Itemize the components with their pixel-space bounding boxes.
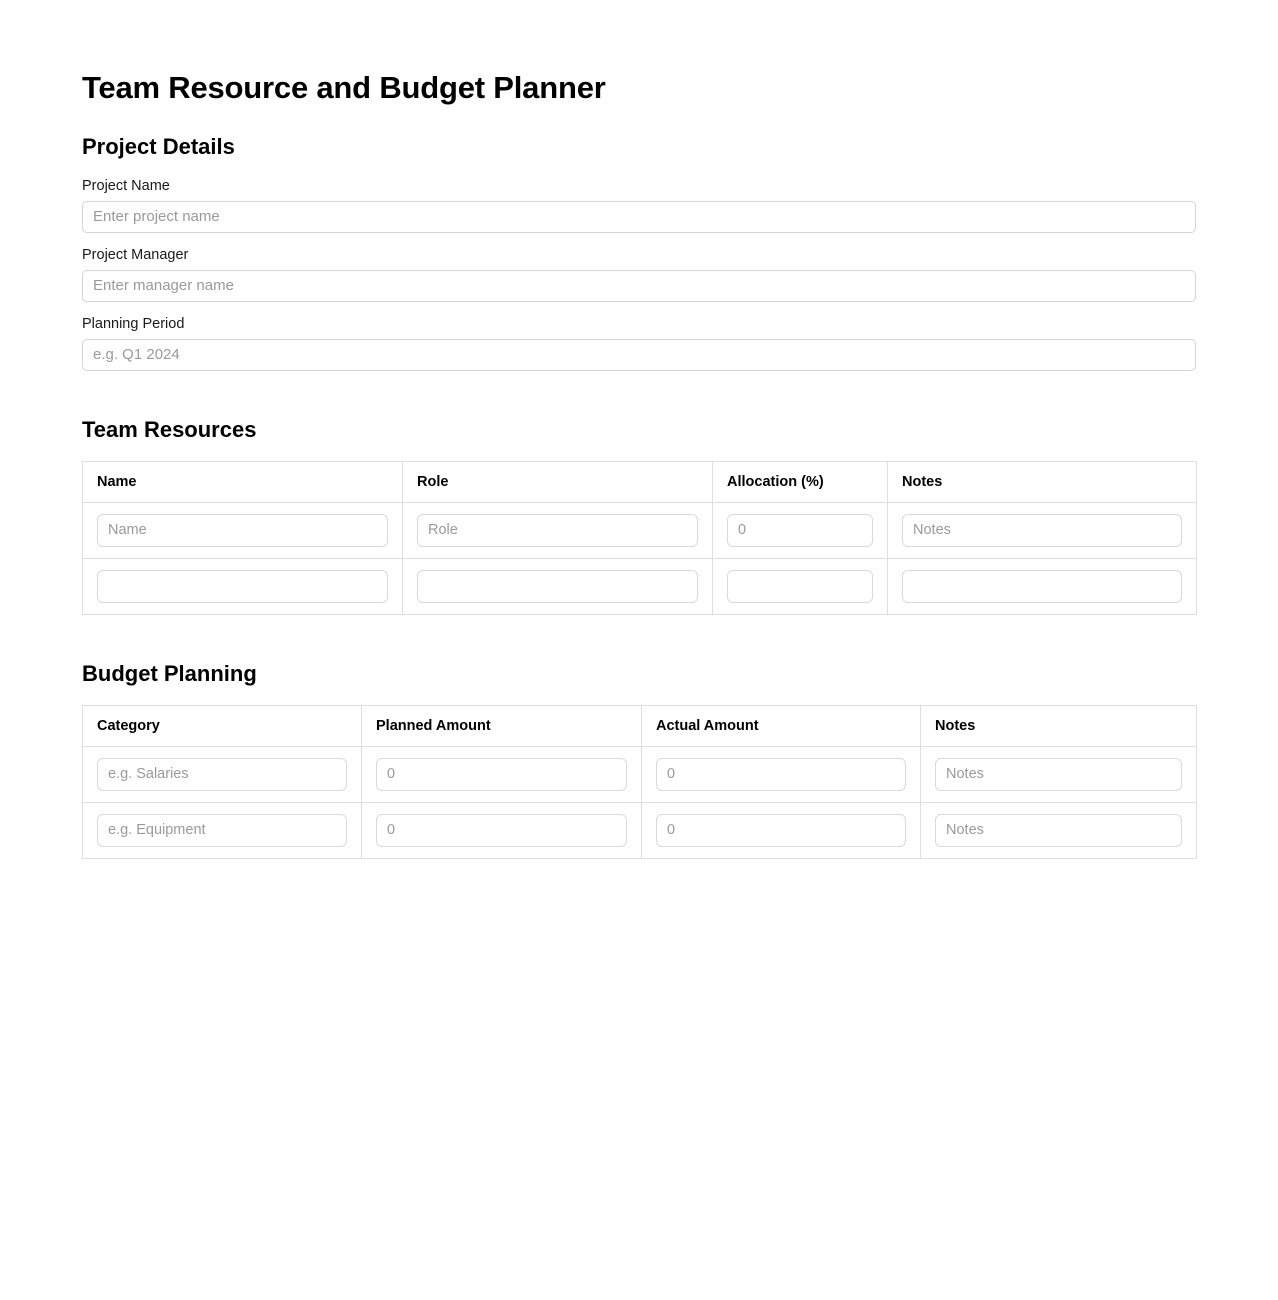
team-role-input-2[interactable]: [417, 570, 698, 603]
table-row: [83, 502, 1197, 558]
table-row: [83, 802, 1197, 858]
budget-actual-input-1[interactable]: [656, 758, 906, 791]
column-header-notes: Notes: [921, 705, 1197, 746]
section-budget-planning: [82, 661, 1196, 859]
column-header-category: Category: [83, 705, 362, 746]
column-header-name: Name: [83, 461, 403, 502]
cell-planned-amount: [362, 802, 642, 858]
cell-role: [403, 502, 713, 558]
budget-planned-input-2[interactable]: [376, 814, 627, 847]
team-role-input-1[interactable]: [417, 514, 698, 547]
cell-planned-amount: [362, 746, 642, 802]
field-project-manager: [82, 247, 1196, 302]
project-name-input[interactable]: [82, 201, 1196, 233]
budget-planned-input-1[interactable]: [376, 758, 627, 791]
team-resources-heading: Team Resources: [82, 416, 257, 442]
planning-period-label: Planning Period: [82, 315, 185, 332]
table-row: [83, 746, 1197, 802]
cell-category: [83, 802, 362, 858]
project-manager-input[interactable]: [82, 270, 1196, 302]
project-details-heading: Project Details: [82, 133, 235, 159]
field-planning-period: [82, 316, 1196, 371]
section-project-details: [82, 134, 1196, 371]
cell-actual-amount: [642, 746, 921, 802]
cell-actual-amount: [642, 802, 921, 858]
budget-notes-input-2[interactable]: [935, 814, 1182, 847]
team-notes-input-1[interactable]: [902, 514, 1182, 547]
page-title: Team Resource and Budget Planner: [82, 70, 606, 105]
team-resources-table: [82, 461, 1197, 615]
cell-notes: [888, 558, 1197, 614]
team-name-input-1[interactable]: [97, 514, 388, 547]
column-header-allocation: Allocation (%): [713, 461, 888, 502]
cell-notes: [921, 802, 1197, 858]
cell-notes: [888, 502, 1197, 558]
cell-notes: [921, 746, 1197, 802]
budget-planning-table: [82, 705, 1197, 859]
project-name-label: Project Name: [82, 177, 170, 194]
cell-name: [83, 502, 403, 558]
cell-name: [83, 558, 403, 614]
cell-role: [403, 558, 713, 614]
budget-planning-heading: Budget Planning: [82, 660, 257, 686]
planning-period-input[interactable]: [82, 339, 1196, 371]
team-allocation-input-1[interactable]: [727, 514, 873, 547]
column-header-notes: Notes: [888, 461, 1197, 502]
team-notes-input-2[interactable]: [902, 570, 1182, 603]
column-header-actual-amount: Actual Amount: [642, 705, 921, 746]
budget-category-input-2[interactable]: [97, 814, 347, 847]
team-allocation-input-2[interactable]: [727, 570, 873, 603]
field-project-name: [82, 178, 1196, 233]
section-team-resources: [82, 417, 1196, 615]
budget-actual-input-2[interactable]: [656, 814, 906, 847]
project-manager-label: Project Manager: [82, 246, 189, 263]
table-row: [83, 558, 1197, 614]
cell-allocation: [713, 558, 888, 614]
budget-category-input-1[interactable]: [97, 758, 347, 791]
table-header-row: [83, 705, 1197, 746]
budget-notes-input-1[interactable]: [935, 758, 1182, 791]
team-name-input-2[interactable]: [97, 570, 388, 603]
cell-category: [83, 746, 362, 802]
table-header-row: [83, 461, 1197, 502]
column-header-role: Role: [403, 461, 713, 502]
column-header-planned-amount: Planned Amount: [362, 705, 642, 746]
cell-allocation: [713, 502, 888, 558]
